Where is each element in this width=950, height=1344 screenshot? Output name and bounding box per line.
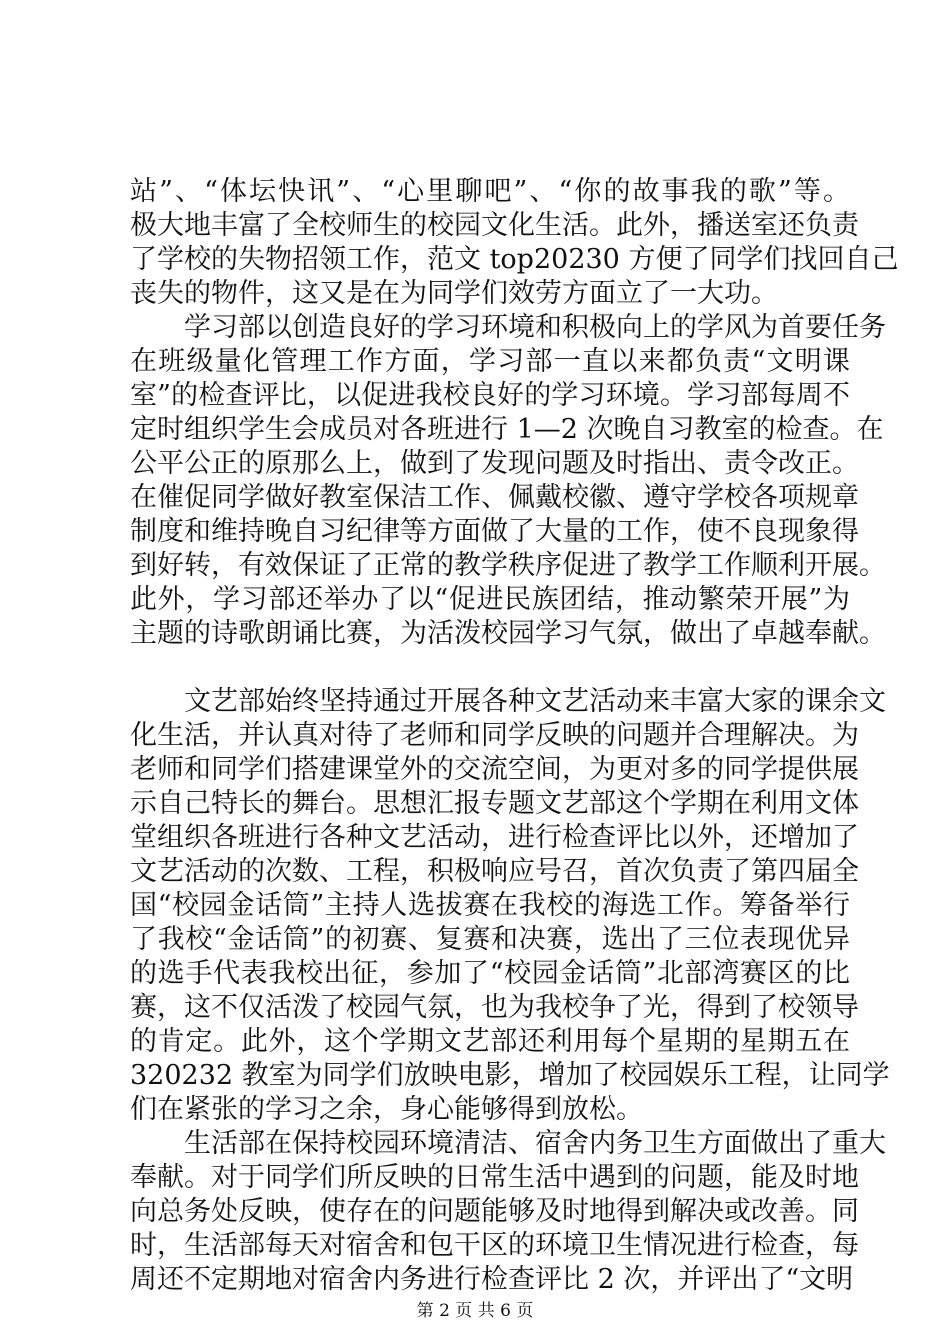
paragraph-3-line-6: 文艺活动的次数、工程，积极响应号召，首次负责了第四届全 [130, 856, 859, 887]
paragraph-2-line-2: 在班级量化管理工作方面，学习部一直以来都负责“文明课 [130, 346, 850, 377]
paragraph-4-line-2: 奉献。对于同学们所反映的日常生活中遇到的问题，能及时地 [130, 1162, 859, 1193]
paragraph-3-line-9: 的选手代表我校出征，参加了“校园金话筒”北部湾赛区的比 [130, 958, 850, 989]
paragraph-1-line-4: 丧失的物件，这又是在为同学们效劳方面立了一大功。 [130, 278, 778, 309]
paragraph-4-line-5: 周还不定期地对宿舍内务进行检查评比 2 次，并评出了“文明 [130, 1264, 854, 1295]
paragraph-3-line-7: 国“校园金话筒”主持人选拔赛在我校的海选工作。筹备举行 [130, 890, 850, 921]
paragraph-3-line-4: 示自己特长的舞台。思想汇报专题文艺部这个学期在利用文体 [130, 788, 859, 819]
paragraph-3-line-11: 的肯定。此外，这个学期文艺部还利用每个星期的星期五在 [130, 1026, 850, 1057]
paragraph-2-line-3: 室”的检查评比，以促进我校良好的学习环境。学习部每周不 [130, 380, 850, 411]
paragraph-4-line-1: 生活部在保持校园环境清洁、宿舍内务卫生方面做出了重大 [184, 1128, 886, 1159]
paragraph-3-line-12: 320232 教室为同学们放映电影，增加了校园娱乐工程，让同学 [130, 1060, 890, 1091]
paragraph-3-line-13: 们在紧张的学习之余，身心能够得到放松。 [130, 1094, 643, 1125]
paragraph-3-line-3: 老师和同学们搭建课堂外的交流空间，为更对多的同学提供展 [130, 754, 859, 785]
paragraph-2-line-10: 主题的诗歌朗诵比赛，为活泼校园学习气氛，做出了卓越奉献。 [130, 618, 886, 649]
paragraph-2-line-6: 在催促同学做好教室保洁工作、佩戴校徽、遵守学校各项规章 [130, 482, 859, 513]
paragraph-1-line-3: 了学校的失物招领工作，范文 top20230 方便了同学们找回自己 [130, 244, 899, 275]
paragraph-2-line-4: 定时组织学生会成员对各班进行 1—2 次晚自习教室的检查。在 [130, 414, 884, 445]
paragraph-2-line-5: 公平公正的原那么上，做到了发现问题及时指出、责令改正。 [130, 448, 859, 479]
paragraph-3-line-5: 堂组织各班进行各种文艺活动，进行检查评比以外，还增加了 [130, 822, 859, 853]
paragraph-2-line-1: 学习部以创造良好的学习环境和积极向上的学风为首要任务 [184, 312, 886, 343]
paragraph-2-line-9: 此外，学习部还举办了以“促进民族团结，推动繁荣开展”为 [130, 584, 850, 615]
paragraph-2-line-8: 到好转，有效保证了正常的教学秩序促进了教学工作顺利开展。 [130, 550, 886, 581]
paragraph-3-line-1: 文艺部始终坚持通过开展各种文艺活动来丰富大家的课余文 [184, 686, 886, 717]
paragraph-3-line-8: 了我校“金话筒”的初赛、复赛和决赛，选出了三位表现优异 [130, 924, 850, 955]
paragraph-1-line-2: 极大地丰富了全校师生的校园文化生活。此外，播送室还负责 [130, 210, 859, 241]
paragraph-2-line-7: 制度和维持晚自习纪律等方面做了大量的工作，使不良现象得 [130, 516, 859, 547]
paragraph-1-line-1: 站”、“体坛快讯”、“心里聊吧”、“你的故事我的歌”等。 [130, 176, 850, 207]
page-number-footer: 第 2 页 共 6 页 [416, 1301, 534, 1321]
paragraph-4-line-3: 向总务处反映，使存在的问题能够及时地得到解决或改善。同 [130, 1196, 859, 1227]
paragraph-4-line-4: 时，生活部每天对宿舍和包干区的环境卫生情况进行检查，每 [130, 1230, 859, 1261]
paragraph-3-line-10: 赛，这不仅活泼了校园气氛，也为我校争了光，得到了校领导 [130, 992, 859, 1023]
paragraph-3-line-2: 化生活，并认真对待了老师和同学反映的问题并合理解决。为 [130, 720, 859, 751]
